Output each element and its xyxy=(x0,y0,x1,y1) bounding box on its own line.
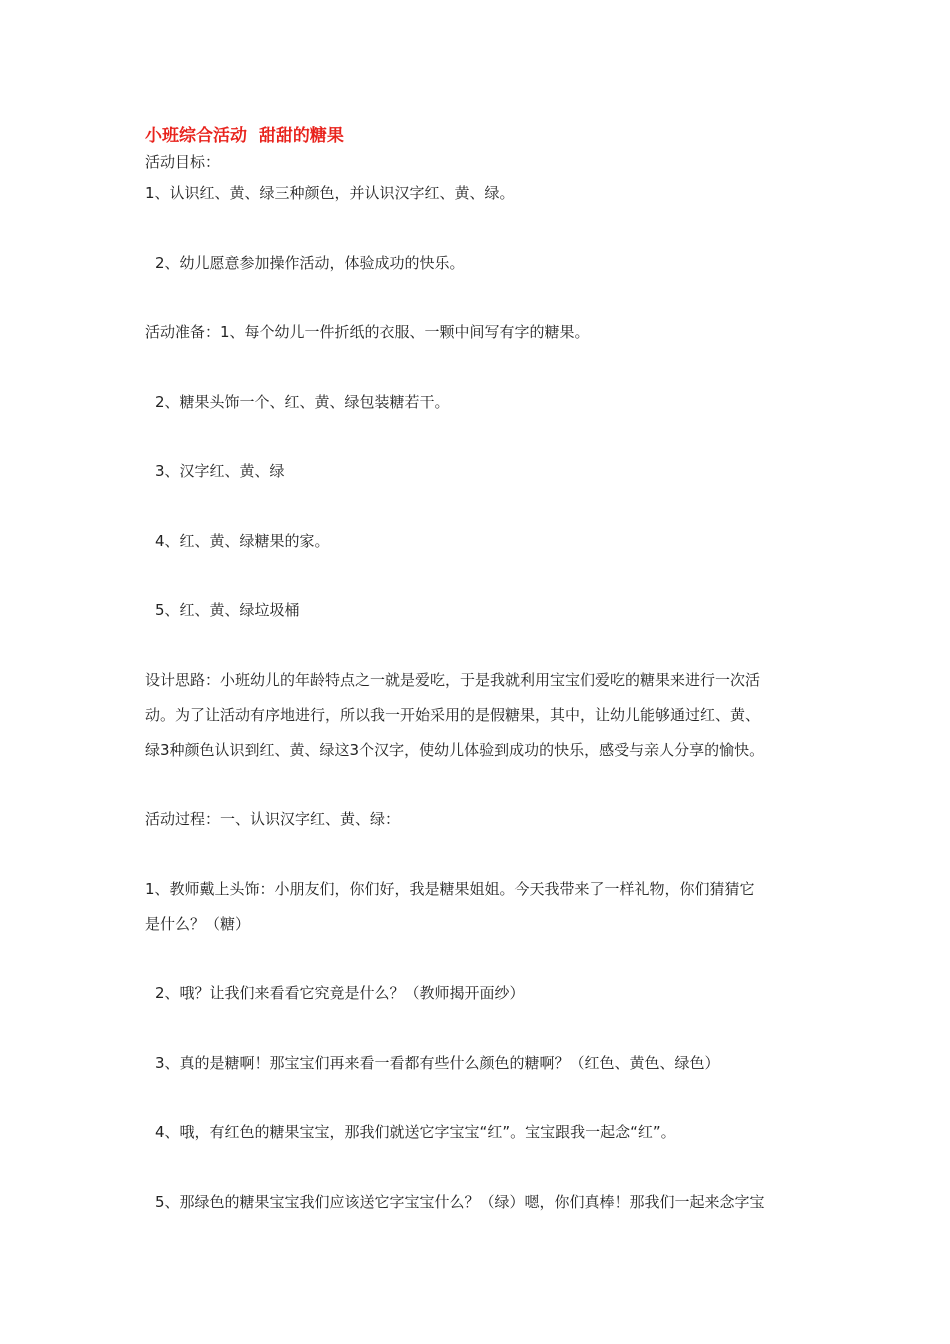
prep-item-3: 3、汉字红、黄、绿 xyxy=(155,462,285,480)
process-step-4: 4、哦，有红色的糖果宝宝，那我们就送它字宝宝“红”。宝宝跟我一起念“红”。 xyxy=(155,1123,676,1141)
process-step-3: 3、真的是糖啊！那宝宝们再来看一看都有些什么颜色的糖啊？（红色、黄色、绿色） xyxy=(155,1054,720,1072)
prep-item-5: 5、红、黄、绿垃圾桶 xyxy=(155,601,300,619)
design-paragraph-line: 绿3种颜色认识到红、黄、绿这3个汉字，使幼儿体验到成功的快乐，感受与亲人分享的愉快。 xyxy=(145,741,765,759)
design-paragraph-line: 设计思路：小班幼儿的年龄特点之一就是爱吃，于是我就利用宝宝们爱吃的糖果来进行一次活 xyxy=(145,671,761,689)
process-step-1-line: 1、教师戴上头饰：小朋友们，你们好，我是糖果姐姐。今天我带来了一样礼物，你们猜猜它 xyxy=(145,880,755,898)
document-title: 小班综合活动 甜甜的糖果 xyxy=(145,126,344,146)
prep-item-4: 4、红、黄、绿糖果的家。 xyxy=(155,532,330,550)
process-step-1-line: 是什么？（糖） xyxy=(145,915,251,933)
design-paragraph-line: 动。为了让活动有序地进行，所以我一开始采用的是假糖果，其中，让幼儿能够通过红、黄、 xyxy=(145,706,761,724)
process-heading: 活动过程：一、认识汉字红、黄、绿： xyxy=(145,810,401,828)
prep-item-1: 活动准备：1、每个幼儿一件折纸的衣服、一颗中间写有字的糖果。 xyxy=(145,323,590,341)
goal-item-1: 1、认识红、黄、绿三种颜色，并认识汉字红、黄、绿。 xyxy=(145,184,515,202)
goals-heading: 活动目标： xyxy=(145,153,221,171)
process-step-5: 5、那绿色的糖果宝宝我们应该送它字宝宝什么？（绿）嗯，你们真棒！那我们一起来念字宝 xyxy=(155,1193,765,1211)
goal-item-2: 2、幼儿愿意参加操作活动，体验成功的快乐。 xyxy=(155,254,465,272)
process-step-2: 2、哦？让我们来看看它究竟是什么？（教师揭开面纱） xyxy=(155,984,525,1002)
prep-item-2: 2、糖果头饰一个、红、黄、绿包装糖若干。 xyxy=(155,393,450,411)
